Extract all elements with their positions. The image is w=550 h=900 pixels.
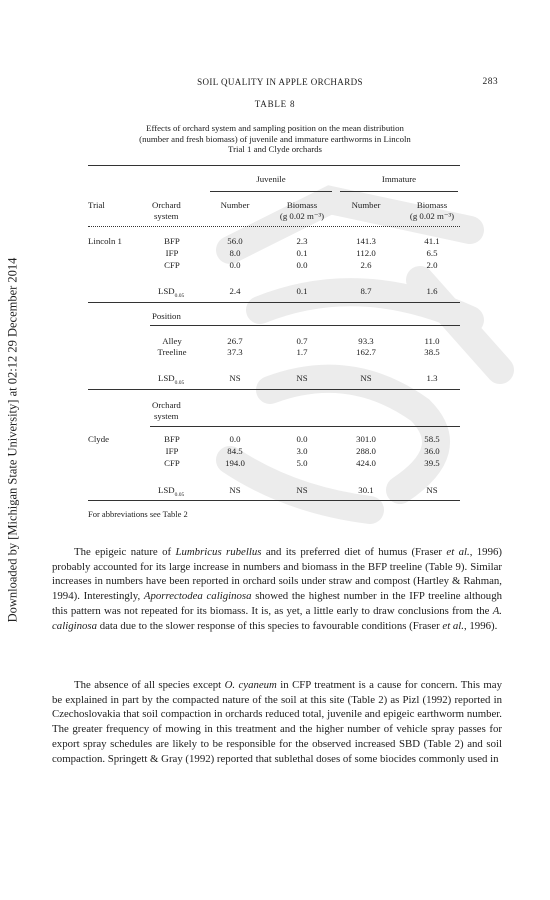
col-header-biomass-immature: Biomass <box>416 200 448 210</box>
table-cell-value: 39.5 <box>424 458 440 468</box>
download-notice <box>3 240 23 640</box>
table-cell-value: 0.0 <box>229 260 241 270</box>
text-run: The epigeic nature of <box>74 546 176 558</box>
juvenile-group-rule <box>210 191 332 192</box>
table-cell-value: 112.0 <box>356 248 376 258</box>
table-cell-value: NS <box>426 485 438 495</box>
col-header-biomass-immature-unit: (g 0.02 m⁻³) <box>409 211 455 221</box>
immature-group-rule <box>340 191 458 192</box>
group-header-juvenile: Juvenile <box>256 174 286 184</box>
text-run: data due to the slower response of this species to favourable conditions (Fraser <box>97 619 443 632</box>
page-number: 283 <box>482 77 498 87</box>
table-cell-value: NS <box>229 485 241 495</box>
lsd-subscript: 0.05 <box>174 379 185 386</box>
table-cell-value: 6.5 <box>426 248 438 258</box>
table-cell-value: 0.0 <box>296 434 308 444</box>
table-cell-value: 1.3 <box>426 373 438 383</box>
caption-line: Trial 1 and Clyde orchards <box>228 144 322 154</box>
text-run: showed the highest number in the IFP treeline although this pattern was not repeated for its biomass. It is, as yet, a little early to draw conclusions from the <box>52 590 503 617</box>
italic-run: Aporrectodea caliginosa <box>143 590 252 603</box>
table-cell-value: 2.6 <box>360 260 372 270</box>
col-header-trial: Trial <box>88 200 105 210</box>
section2-bottom-rule <box>88 389 460 390</box>
table-cell-system: CFP <box>164 260 180 270</box>
table-cell-value: 2.3 <box>296 236 308 246</box>
lsd-label <box>158 286 184 301</box>
body-paragraph-1 <box>52 545 502 633</box>
text-run: The absence of all species except <box>74 679 225 691</box>
table-cell-value: 288.0 <box>356 446 376 456</box>
section-header-position: Position <box>152 311 181 321</box>
col-header-orchard-system: Orchard <box>152 200 181 210</box>
section1-bottom-rule <box>88 302 460 303</box>
lsd-label-text: LSD <box>158 286 175 296</box>
trial-label: Clyde <box>88 434 110 444</box>
header-bottom-rule <box>88 226 460 227</box>
table-cell-value: 84.5 <box>227 446 243 456</box>
section3-header-rule <box>150 426 460 427</box>
italic-run: O. cyaneum <box>224 679 277 691</box>
table-cell-value: 37.3 <box>227 347 243 357</box>
text-run: and its preferred diet of humus (Fraser <box>261 546 447 558</box>
table-cell-value: 26.7 <box>227 336 243 346</box>
group-header-immature: Immature <box>381 174 417 184</box>
table-bottom-rule <box>88 500 460 501</box>
italic-run: et al. <box>442 619 464 632</box>
table-cell-value: 93.3 <box>358 336 374 346</box>
table-caption <box>100 123 450 155</box>
table-cell-value: 2.4 <box>229 286 241 296</box>
lsd-label <box>158 485 184 500</box>
text-run: in CFP treatment is a cause for concern. This may be explained in part by the compacted nature of the soil at this site (Table 2) as Pizl (1992) reported in Czechoslovakia that soil compaction in orchards reduced total, juvenile and epigeic earthworm number. The greater frequency of mowing in this treatment and the higher number of vehicle spray passes for export spray schedules are likely to be responsible for the observed increased SBD (Table 2) and soil compaction. Springett & Gray (1992) reported that sublethal doses of some biocides commonly used in <box>52 679 502 765</box>
table-cell-system: BFP <box>164 236 180 246</box>
table-cell-system: BFP <box>164 434 180 444</box>
caption-line: (number and fresh biomass) of juvenile and immature earthworms in Lincoln <box>139 133 411 144</box>
table-cell-value: 141.3 <box>356 236 376 246</box>
col-header-biomass-juvenile-unit: (g 0.02 m⁻³) <box>279 211 325 221</box>
table-cell-value: 3.0 <box>296 446 308 456</box>
table-top-rule <box>88 165 460 166</box>
table-cell-value: 8.7 <box>360 286 372 296</box>
table-cell-value: 0.0 <box>296 260 308 270</box>
table-footnote: For abbreviations see Table 2 <box>88 509 188 519</box>
italic-run: et al. <box>446 546 470 558</box>
table-cell-value: 8.0 <box>229 248 241 258</box>
table-cell-system: Treeline <box>157 347 187 357</box>
table-cell-value: 0.7 <box>296 336 308 346</box>
col-header-biomass-juvenile: Biomass <box>286 200 318 210</box>
table-cell-value: 0.0 <box>229 434 241 444</box>
table-cell-system: IFP <box>165 446 179 456</box>
table-cell-value: 0.1 <box>296 286 308 296</box>
trial-label: Lincoln 1 <box>88 236 122 246</box>
table-cell-value: 0.1 <box>296 248 308 258</box>
col-header-number-immature: Number <box>351 200 381 210</box>
running-head <box>0 77 550 93</box>
table-cell-value: 5.0 <box>296 458 308 468</box>
lsd-label-text: LSD <box>158 485 175 495</box>
table-cell-system: Alley <box>162 336 182 346</box>
section2-header-rule <box>150 325 460 326</box>
table-cell-value: 194.0 <box>225 458 245 468</box>
table-cell-value: 58.5 <box>424 434 440 444</box>
lsd-label <box>158 373 184 388</box>
text-run: , 1996) probably accounted for its large increase in numbers and biomass in the BFP treeline (Table 9). Similar increases in numbers have been reported in orchard soils under straw and compost (Hartley & Rahman, 1994). Interestingly, <box>52 546 502 603</box>
table-cell-value: 424.0 <box>356 458 376 468</box>
text-run: , 1996). <box>464 619 498 632</box>
table-cell-value: 36.0 <box>424 446 440 456</box>
lsd-subscript: 0.05 <box>174 491 185 498</box>
table-cell-value: 56.0 <box>227 236 243 246</box>
italic-run: A. caliginosa <box>52 604 502 632</box>
section-header-orchard-system: system <box>154 411 179 421</box>
table-cell-value: 1.6 <box>426 286 438 296</box>
caption-line: Effects of orchard system and sampling position on the mean distribution <box>146 123 404 133</box>
section-header-orchard-system: Orchard <box>152 400 181 410</box>
table-cell-system: IFP <box>165 248 179 258</box>
download-notice-text: Downloaded by [Michigan State University] at 02:12 29 December 2014 <box>5 257 20 623</box>
lsd-label-text: LSD <box>158 373 175 383</box>
lsd-subscript: 0.05 <box>174 292 185 299</box>
table-cell-value: 2.0 <box>426 260 438 270</box>
table-cell-value: NS <box>360 373 372 383</box>
table-cell-value: 301.0 <box>356 434 376 444</box>
table-cell-value: 11.0 <box>424 336 440 346</box>
table-cell-value: NS <box>296 485 308 495</box>
table-label: TABLE 8 <box>254 99 296 109</box>
table-cell-value: 30.1 <box>358 485 374 495</box>
table-cell-value: NS <box>296 373 308 383</box>
col-header-number-juvenile: Number <box>220 200 250 210</box>
table-cell-value: NS <box>229 373 241 383</box>
table-cell-value: 41.1 <box>424 236 440 246</box>
table-cell-value: 38.5 <box>424 347 440 357</box>
table-cell-system: CFP <box>164 458 180 468</box>
table-cell-value: 162.7 <box>356 347 376 357</box>
running-head-title: SOIL QUALITY IN APPLE ORCHARDS <box>197 77 363 87</box>
italic-run: Lumbricus rubellus <box>175 546 262 558</box>
body-paragraph-2 <box>52 678 502 766</box>
col-header-orchard-system: system <box>154 211 179 221</box>
table-cell-value: 1.7 <box>296 347 308 357</box>
